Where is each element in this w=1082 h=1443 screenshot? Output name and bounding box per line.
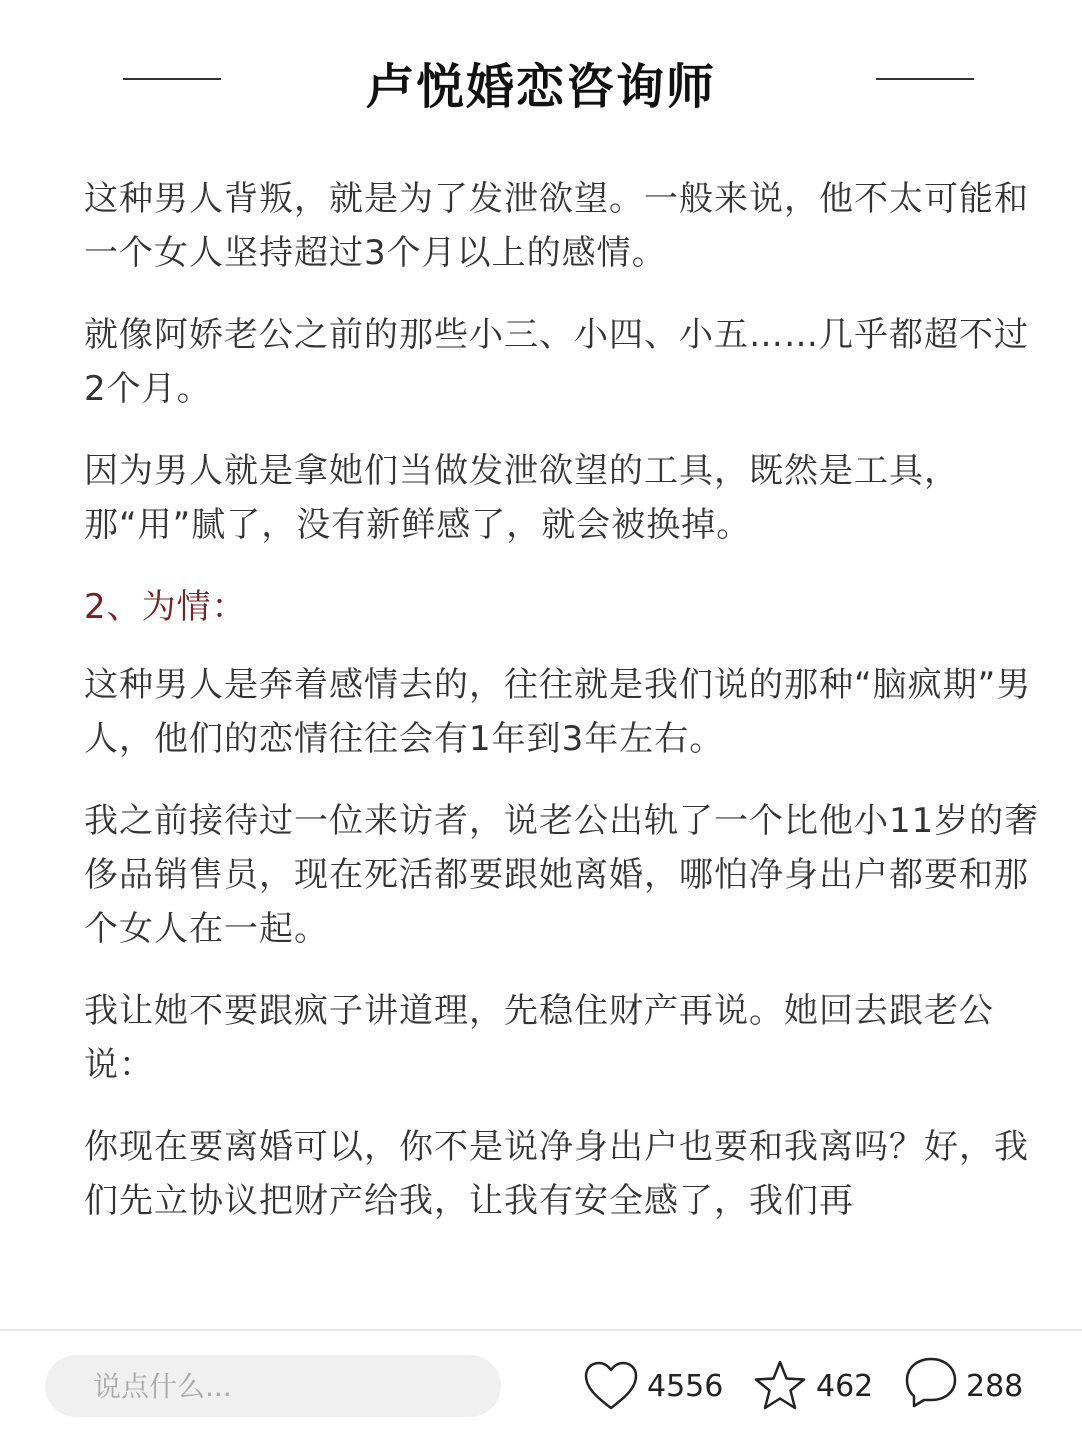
article-paragraph: 我之前接待过一位来访者，说老公出轨了一个比他小11岁的奢侈品销售员，现在死活都要跟她离婚，哪怕净身出户都要和那个女人在一起。 [84,801,1040,949]
comment-input[interactable] [45,1355,501,1417]
like-count: 4556 [647,1368,724,1404]
speech-bubble-icon [904,1356,958,1416]
page-header [0,40,1082,130]
star-icon [752,1359,808,1413]
like-button[interactable] [583,1351,723,1421]
article-paragraph: 就像阿娇老公之前的那些小三、小四、小五……几乎都超不过2个月。 [84,315,1029,409]
article-paragraph: 我让她不要跟疯子讲道理，先稳住财产再说。她回去跟老公说： [84,991,994,1085]
comment-button[interactable] [904,1351,1023,1421]
page-title: 卢悦婚恋咨询师 [365,59,716,115]
header-divider-right [876,78,974,80]
article-paragraph: 你现在要离婚可以，你不是说净身出户也要和我离吗？好，我们先立协议把财产给我，让我有安全感了，我们再 [84,1127,1029,1221]
article-paragraph: 这种男人是奔着感情去的，往往就是我们说的那种“脑疯期”男人，他们的恋情往往会有1年到3年左右。 [84,665,1032,759]
favorite-button[interactable] [752,1351,873,1421]
comment-count: 288 [966,1368,1024,1404]
section-heading: 2、为情： [84,587,247,627]
article-body [84,172,1044,1256]
favorite-count: 462 [816,1368,874,1404]
bottom-action-bar [0,1331,1082,1443]
heart-icon [583,1360,639,1412]
article-paragraph: 这种男人背叛，就是为了发泄欲望。一般来说，他不太可能和一个女人坚持超过3个月以上的感情。 [84,179,1029,273]
article-paragraph: 因为男人就是拿她们当做发泄欲望的工具，既然是工具，那“用”腻了，没有新鲜感了，就会被换掉。 [84,451,959,545]
